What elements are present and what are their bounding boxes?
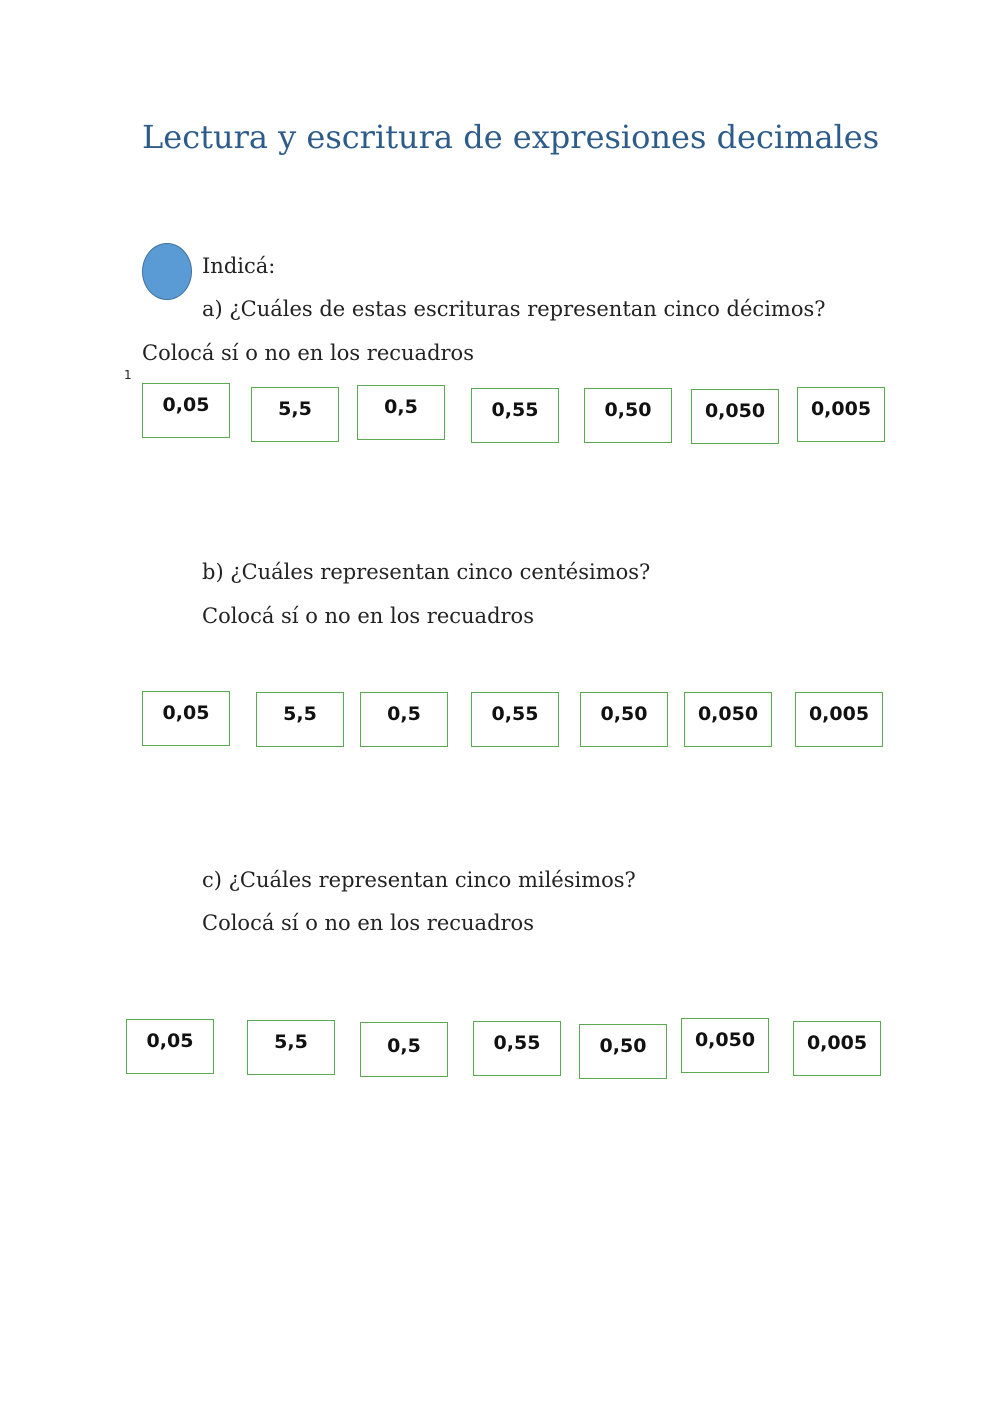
answer-box-a-6[interactable]: 0,050 [691,389,779,444]
instruction-text: Indicá: [202,254,276,278]
answer-box-c-5[interactable]: 0,50 [579,1024,667,1079]
answer-box-c-2[interactable]: 5,5 [247,1020,335,1075]
answer-box-a-4[interactable]: 0,55 [471,388,559,443]
prompt-c: Colocá sí o no en los recuadros [202,911,534,935]
question-a: a) ¿Cuáles de estas escrituras representan cinco décimos? [202,297,826,321]
answer-box-c-1[interactable]: 0,05 [126,1019,214,1074]
answer-box-b-2[interactable]: 5,5 [256,692,344,747]
answer-box-a-5[interactable]: 0,50 [584,388,672,443]
answer-box-b-5[interactable]: 0,50 [580,692,668,747]
answer-box-a-2[interactable]: 5,5 [251,387,339,442]
answer-box-c-7[interactable]: 0,005 [793,1021,881,1076]
answer-box-b-6[interactable]: 0,050 [684,692,772,747]
answer-box-c-3[interactable]: 0,5 [360,1022,448,1077]
question-c: c) ¿Cuáles representan cinco milésimos? [202,868,636,892]
answer-box-a-1[interactable]: 0,05 [142,383,230,438]
prompt-b: Colocá sí o no en los recuadros [202,604,534,628]
answer-box-b-1[interactable]: 0,05 [142,691,230,746]
answer-box-b-3[interactable]: 0,5 [360,692,448,747]
prompt-a: Colocá sí o no en los recuadros [142,341,474,365]
answer-box-c-4[interactable]: 0,55 [473,1021,561,1076]
question-b: b) ¿Cuáles representan cinco centésimos? [202,560,651,584]
bullet-circle-icon [142,243,192,300]
answer-box-b-7[interactable]: 0,005 [795,692,883,747]
answer-box-c-6[interactable]: 0,050 [681,1018,769,1073]
page-title: Lectura y escritura de expresiones decimales [142,118,880,156]
answer-box-a-3[interactable]: 0,5 [357,385,445,440]
answer-box-b-4[interactable]: 0,55 [471,692,559,747]
answer-box-a-7[interactable]: 0,005 [797,387,885,442]
footnote-marker: 1 [124,368,132,382]
